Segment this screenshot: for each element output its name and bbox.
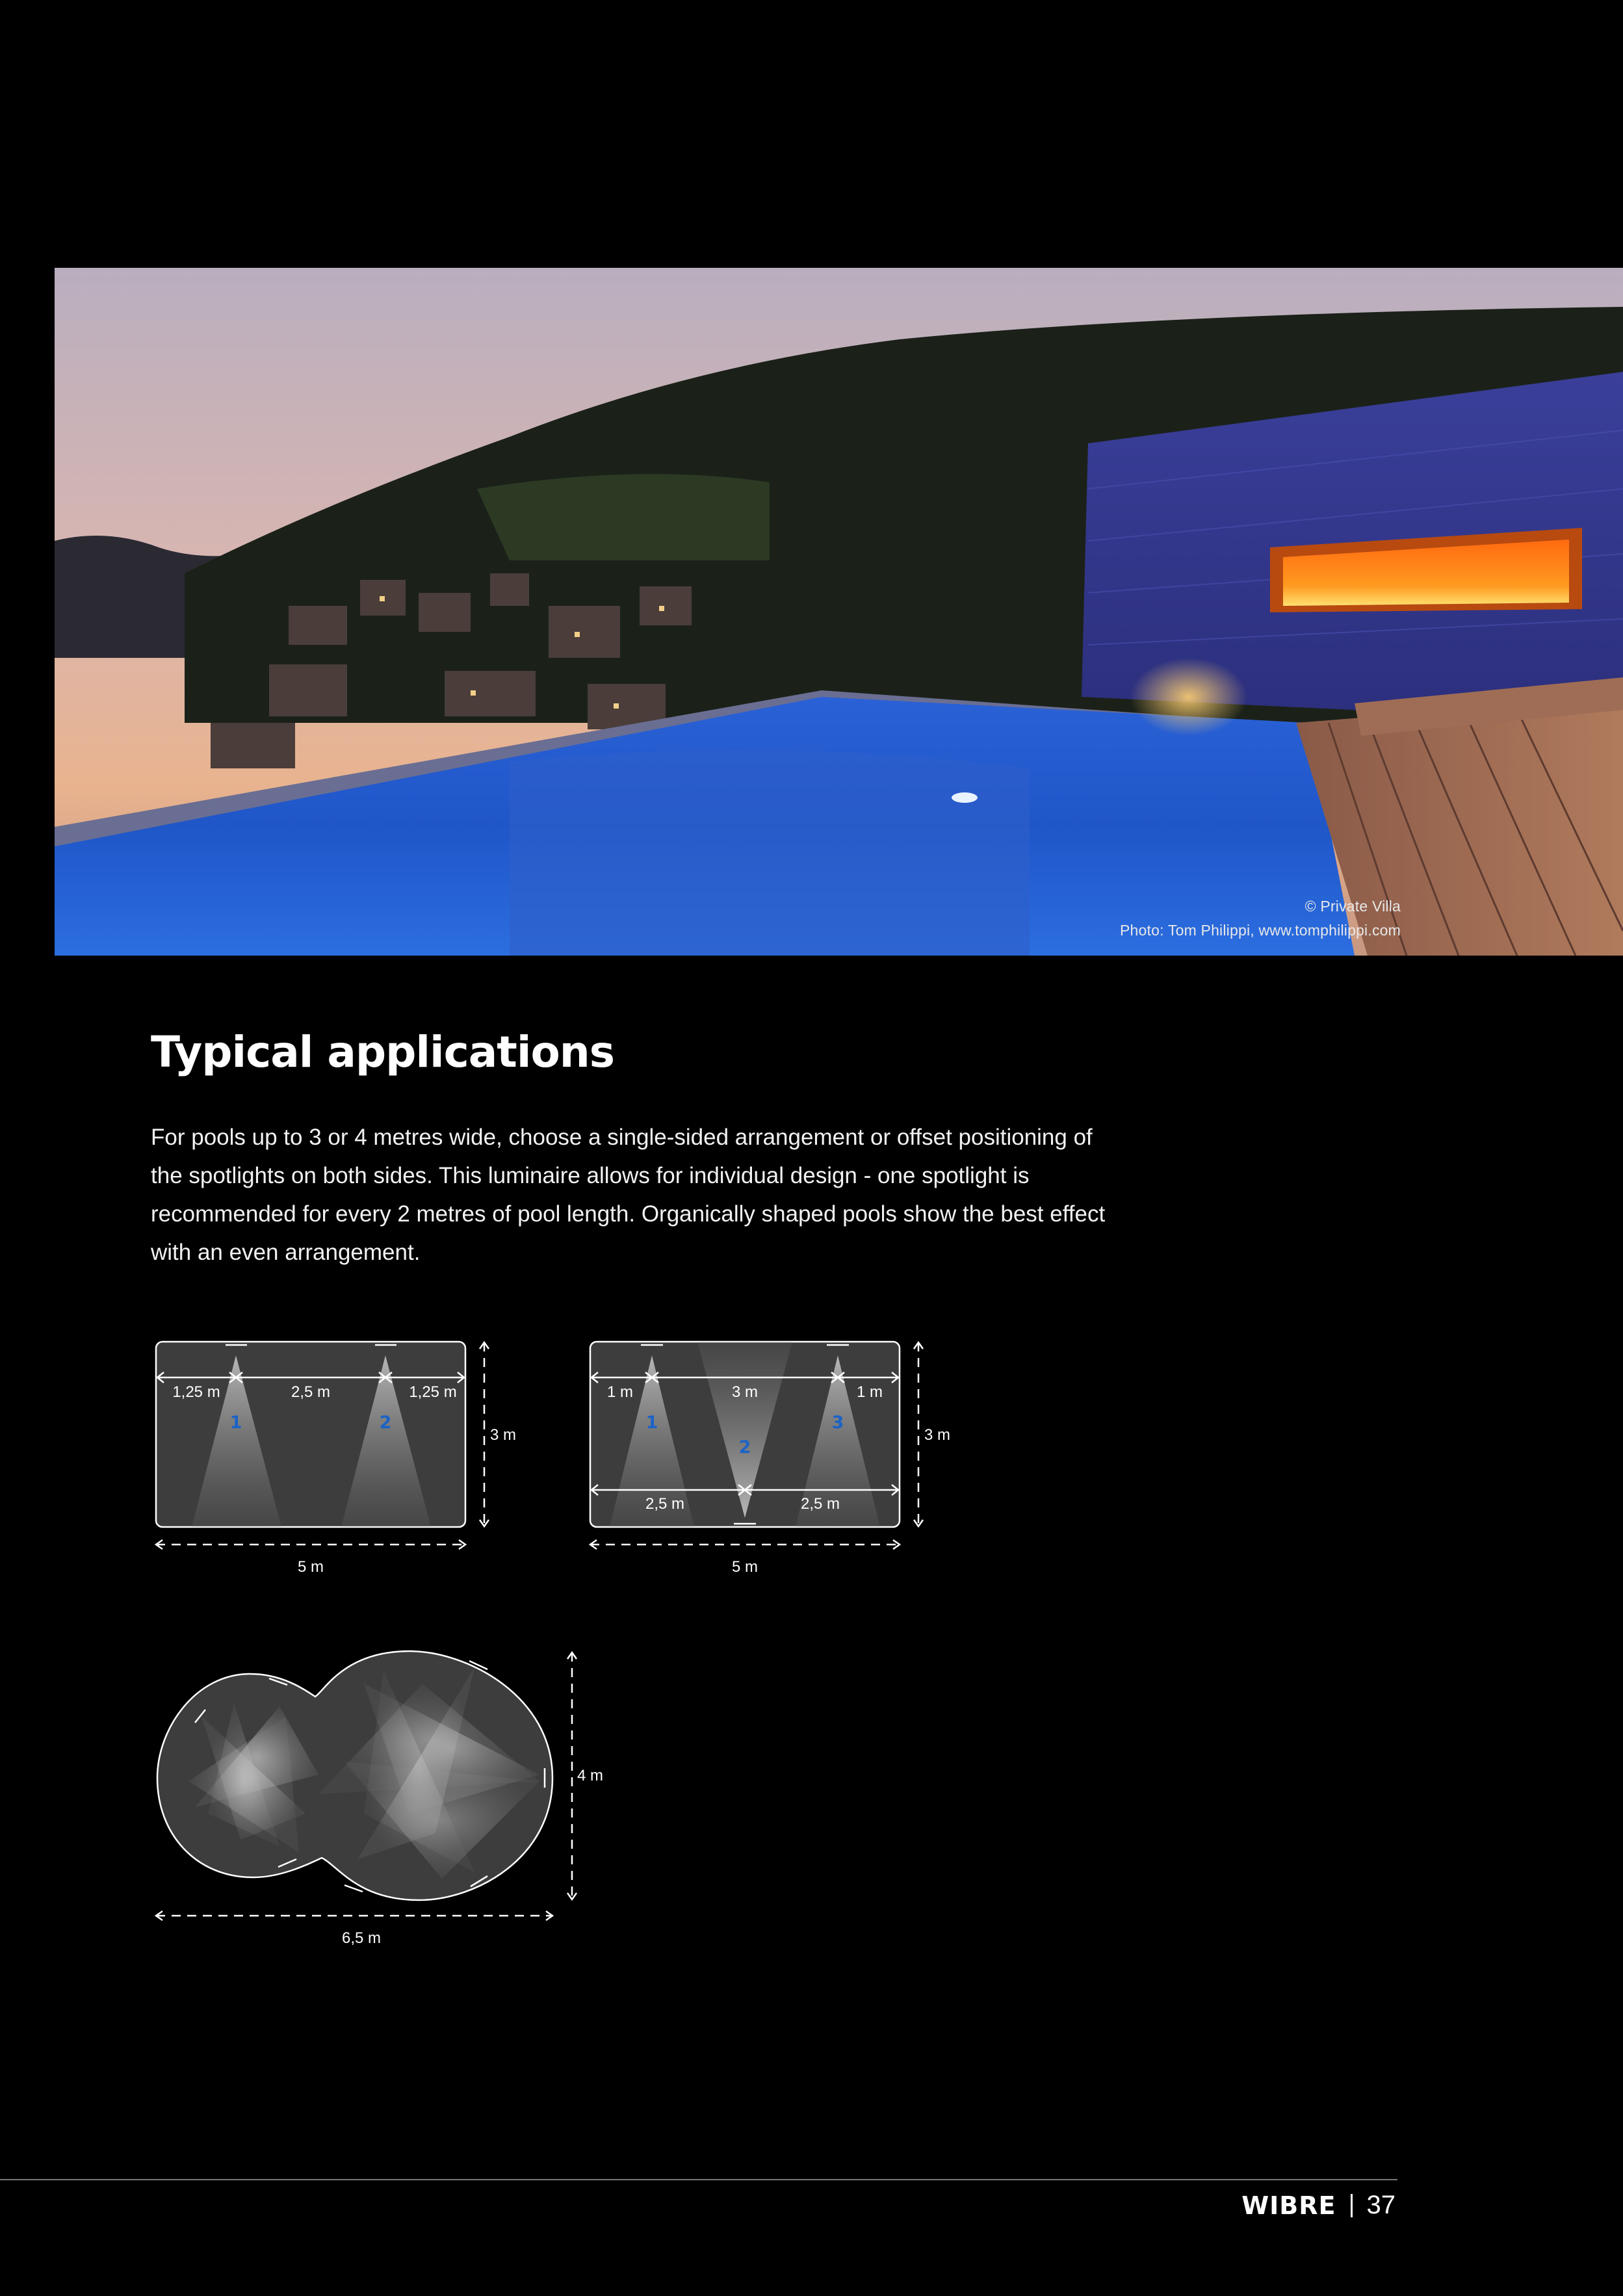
page-number: 37: [1366, 2191, 1396, 2219]
label-bottom-left: 2,5 m: [645, 1495, 685, 1513]
footer-divider: [0, 2179, 1397, 2180]
label-width: 5 m: [731, 1558, 759, 1576]
hero-photo: [55, 268, 1623, 956]
pool-photo-illustration: [55, 268, 1623, 956]
spot-number-1: 1: [229, 1413, 242, 1433]
diagram-single-sided: [149, 1336, 526, 1583]
label-width: 5 m: [297, 1558, 324, 1576]
brand-logo: WIBRE: [1241, 2191, 1336, 2220]
diagram-organic-pool: [149, 1645, 617, 1957]
spot-number-1: 1: [645, 1413, 658, 1433]
label-middle-gap: 2,5 m: [291, 1383, 331, 1401]
spot-number-2: 2: [738, 1437, 751, 1457]
label-depth: 3 m: [490, 1426, 517, 1444]
label-right-gap: 1 m: [856, 1383, 883, 1401]
label-middle-gap: 3 m: [731, 1383, 759, 1401]
section-body: For pools up to 3 or 4 metres wide, choose a single-sided arrangement or offset positioning of the spotlights on both sides. This luminaire allows for individual design - one spotlight is recommended for every 2 metres of pool length. Organically shaped pools show the best effect with an even arrangement.: [151, 1125, 1106, 1265]
label-depth: 3 m: [924, 1426, 951, 1444]
footer-separator: [1351, 2194, 1353, 2217]
label-bottom-right: 2,5 m: [800, 1495, 840, 1513]
section-title: Typical applications: [151, 1027, 615, 1077]
spot-number-3: 3: [831, 1413, 844, 1433]
diagram-offset-both-sides: [584, 1336, 961, 1583]
footer: [1241, 2191, 1396, 2220]
photo-credit-photographer: Photo: Tom Philippi, www.tomphilippi.com: [1120, 922, 1401, 939]
spot-number-2: 2: [379, 1413, 392, 1433]
label-depth: 4 m: [577, 1767, 604, 1784]
label-left-gap: 1,25 m: [172, 1383, 220, 1401]
label-right-gap: 1,25 m: [409, 1383, 457, 1401]
label-left-gap: 1 m: [606, 1383, 634, 1401]
label-width: 6,5 m: [341, 1929, 382, 1947]
photo-credit-owner: © Private Villa: [1305, 898, 1401, 915]
